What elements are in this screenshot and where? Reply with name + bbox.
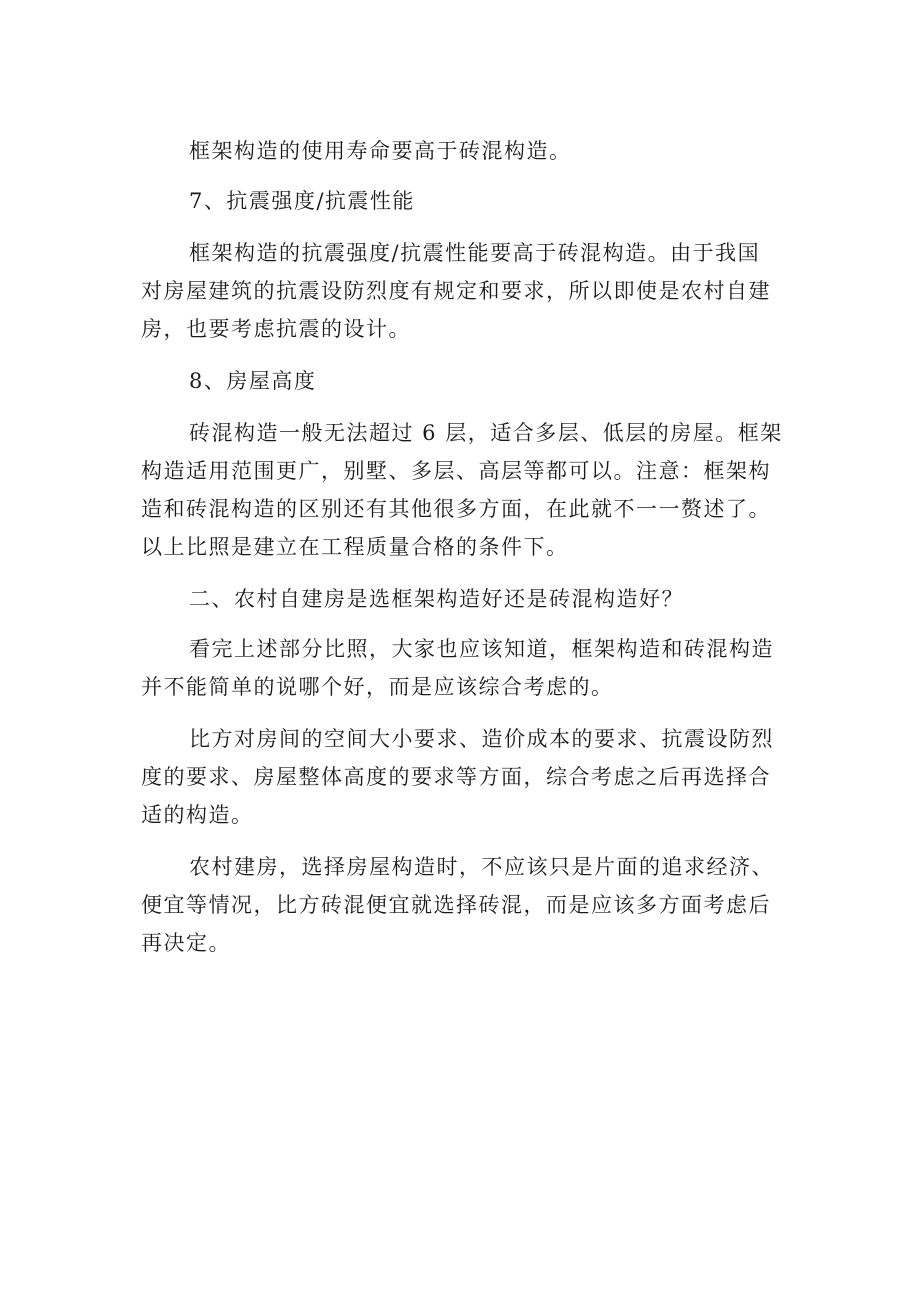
paragraph-line: 看完上述部分比照，大家也应该知道，框架构造和砖混构造 <box>189 637 774 661</box>
paragraph-line: 度的要求、房屋整体高度的要求等方面，综合考虑之后再选择合 <box>141 765 771 789</box>
paragraph-line: 房，也要考虑抗震的设计。 <box>141 317 411 341</box>
section-heading: 7、抗震强度/抗震性能 <box>189 189 415 213</box>
paragraph-line: 农村建房，选择房屋构造时，不应该只是片面的追求经济、 <box>189 855 774 879</box>
section-heading: 二、农村自建房是选框架构造好还是砖混构造好？ <box>189 587 684 611</box>
paragraph-line: 砖混构造一般无法超过 6 层，适合多层、低层的房屋。框架 <box>189 421 783 445</box>
paragraph-line: 并不能简单的说哪个好，而是应该综合考虑的。 <box>141 675 614 699</box>
paragraph-line: 再决定。 <box>141 931 231 955</box>
paragraph-line: 对房屋建筑的抗震设防烈度有规定和要求，所以即使是农村自建 <box>141 279 771 303</box>
paragraph-line: 构造适用范围更广，别墅、多层、高层等都可以。注意：框架构 <box>141 459 771 483</box>
paragraph-line: 比方对房间的空间大小要求、造价成本的要求、抗震设防烈 <box>189 727 774 751</box>
paragraph-line: 便宜等情况，比方砖混便宜就选择砖混，而是应该多方面考虑后 <box>141 893 771 917</box>
paragraph-line: 造和砖混构造的区别还有其他很多方面，在此就不一一赘述了。 <box>141 497 771 521</box>
paragraph-line: 适的构造。 <box>141 803 254 827</box>
paragraph-line: 以上比照是建立在工程质量合格的条件下。 <box>141 535 569 559</box>
paragraph-line: 框架构造的抗震强度/抗震性能要高于砖混构造。由于我国 <box>189 241 761 265</box>
paragraph-line: 框架构造的使用寿命要高于砖混构造。 <box>189 139 572 163</box>
section-heading: 8、房屋高度 <box>189 369 317 393</box>
